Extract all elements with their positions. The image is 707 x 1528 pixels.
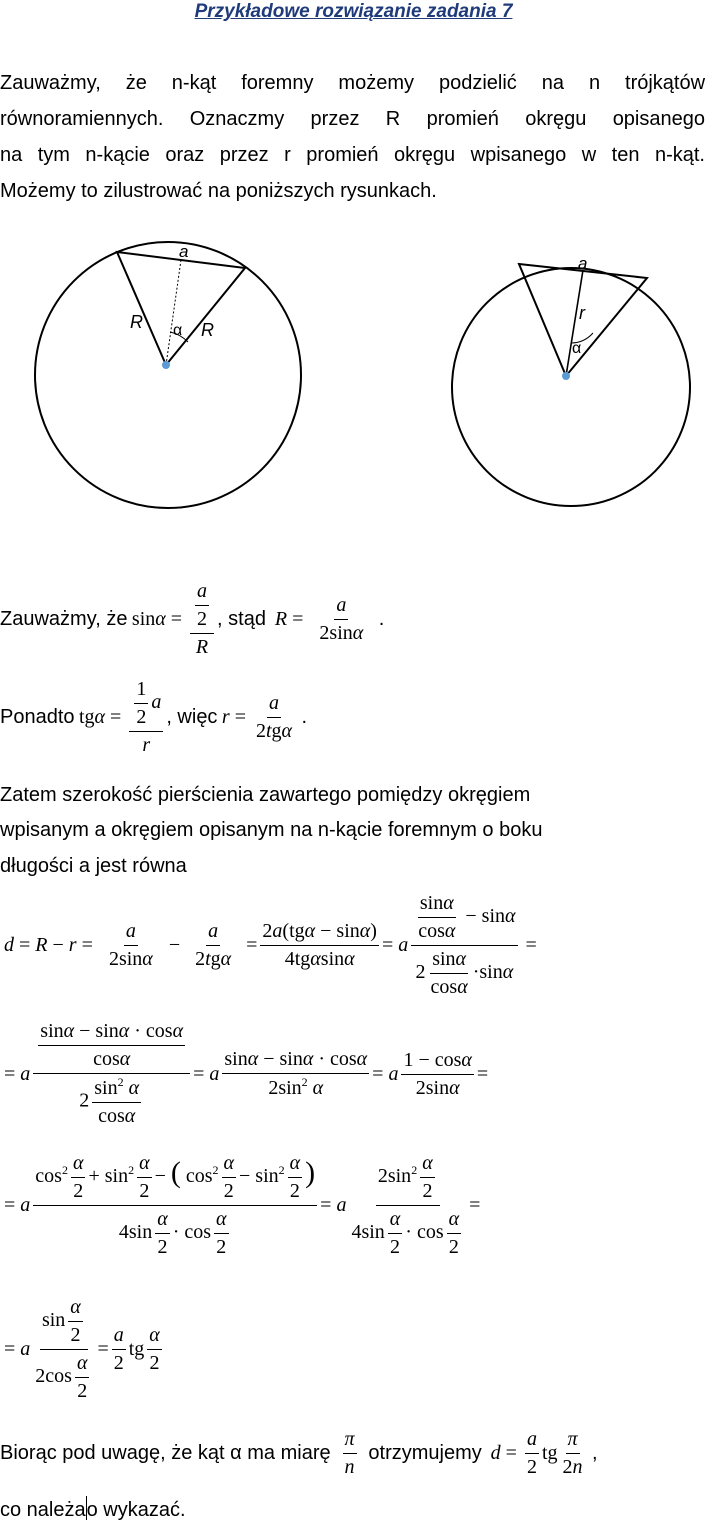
equation-line-2: = a $\frac{\sin\alpha - \sin\alpha \cdot \cos\alpha}{\cos\alpha}$ 2 $\frac{\sin^2 \alpha}{\cos\alpha}$ = a $\frac{\sin\alpha - \sin\alpha \cdot \cos\alpha}{2\sin^2 \alpha}$ = a $\frac{1 - \cos\alpha}{2\sin\alpha}$ = <box>4 1020 489 1127</box>
final-formula: d = $\frac{a}{2}$ tg $\frac{\pi}{2n}$ <box>490 1428 583 1478</box>
circle-figures <box>0 235 707 515</box>
label-a-right: a <box>578 254 588 273</box>
tg-formula: tg α = $\frac{1}{2}$ a r <box>78 678 162 756</box>
label-R-left: R <box>130 312 143 332</box>
intro-line-1: Zauważmy, że n-kąt foremny możemy podzielić na n trójkątów <box>0 72 706 94</box>
figure-circumscribed <box>35 242 301 508</box>
label-a-left: a <box>179 242 189 261</box>
step3-line-1: Zatem szerokość pierścienia zawartego pomiędzy okręgiem <box>0 784 531 806</box>
equation-line-3: = a $\cos^2$ $\frac{\alpha}{2}$ + $\sin^2$ $\frac{\alpha}{2}$ − ( $\cos^2$ $\frac{\alpha}{2}$ − $\sin^2$ $\frac{\alpha}{2}$ ) 4sin $\frac{\alpha}{2}$ · cos $\frac{\alpha}{2}$ = a $2\sin^2$ $\frac{\alpha}{2}$ 4sin $\frac{\alpha}{2}$ · cos $\frac{\alpha}{2}$ = <box>4 1152 481 1258</box>
final-conclusion: co należao wykazać. <box>0 1492 186 1528</box>
step1-line: Zauważmy, że sin α = $\frac{\frac{a}{2}}{R}$ , stąd R = $\frac{a}{2\sin\alpha}$ . <box>0 580 385 658</box>
label-r: r <box>579 303 585 323</box>
step3-line-2: wpisanym a okręgiem opisanym na n-kącie foremnym o boku <box>0 819 543 841</box>
figure-inscribed <box>452 254 690 506</box>
label-R-right: R <box>201 320 214 340</box>
label-alpha-left: α <box>173 322 183 339</box>
r-formula: r = $\frac{a}{\text{2tgα}}$ <box>221 692 293 742</box>
final-line: Biorąc pod uwagę, że kąt α ma miarę $\frac{\pi}{n}$ otrzymujemy d = $\frac{a}{2}$ tg $\frac{\pi}{2n}$ , <box>0 1428 598 1478</box>
R-formula: R = $\frac{a}{2\sin\alpha}$ <box>274 594 364 644</box>
equation-line-1: d = R − r = $\frac{a}{2\sin\alpha}$ − $\frac{a}{\text{2tgα}}$ = $\frac{\text{2a(tgα − sinα)}}{\text{4tgαsinα}}$ = a $\frac{\sin\alpha}{\cos\alpha}$ − sinα 2 $\frac{\sin\alpha}{\cos\alpha}$ ·sinα = <box>4 892 537 998</box>
intro-line-2: równoramiennych. Oznaczmy przez R promień okręgu opisanego <box>0 108 705 130</box>
step3-line-3: długości a jest równa <box>0 855 187 877</box>
equation-line-4: = a sin $\frac{\alpha}{2}$ 2cos $\frac{\alpha}{2}$ = $\frac{a}{2}$ tg $\frac{\alpha}{2}$ <box>4 1296 160 1402</box>
sin-formula: sin α = $\frac{\frac{a}{2}}{R}$ <box>132 580 217 659</box>
label-alpha-right: α <box>572 340 582 357</box>
page-title: Przykładowe rozwiązanie zadania 7 <box>194 1 513 22</box>
intro-line-4: Możemy to zilustrować na poniższych rysunkach. <box>0 180 437 202</box>
intro-line-3: na tym n-kącie oraz przez r promień okręgu wpisanego w ten n-kąt. <box>0 144 705 166</box>
step2-line: Ponadto tg α = $\frac{1}{2}$ a r , więc r = $\frac{a}{\text{2tgα}}$ . <box>0 678 308 756</box>
